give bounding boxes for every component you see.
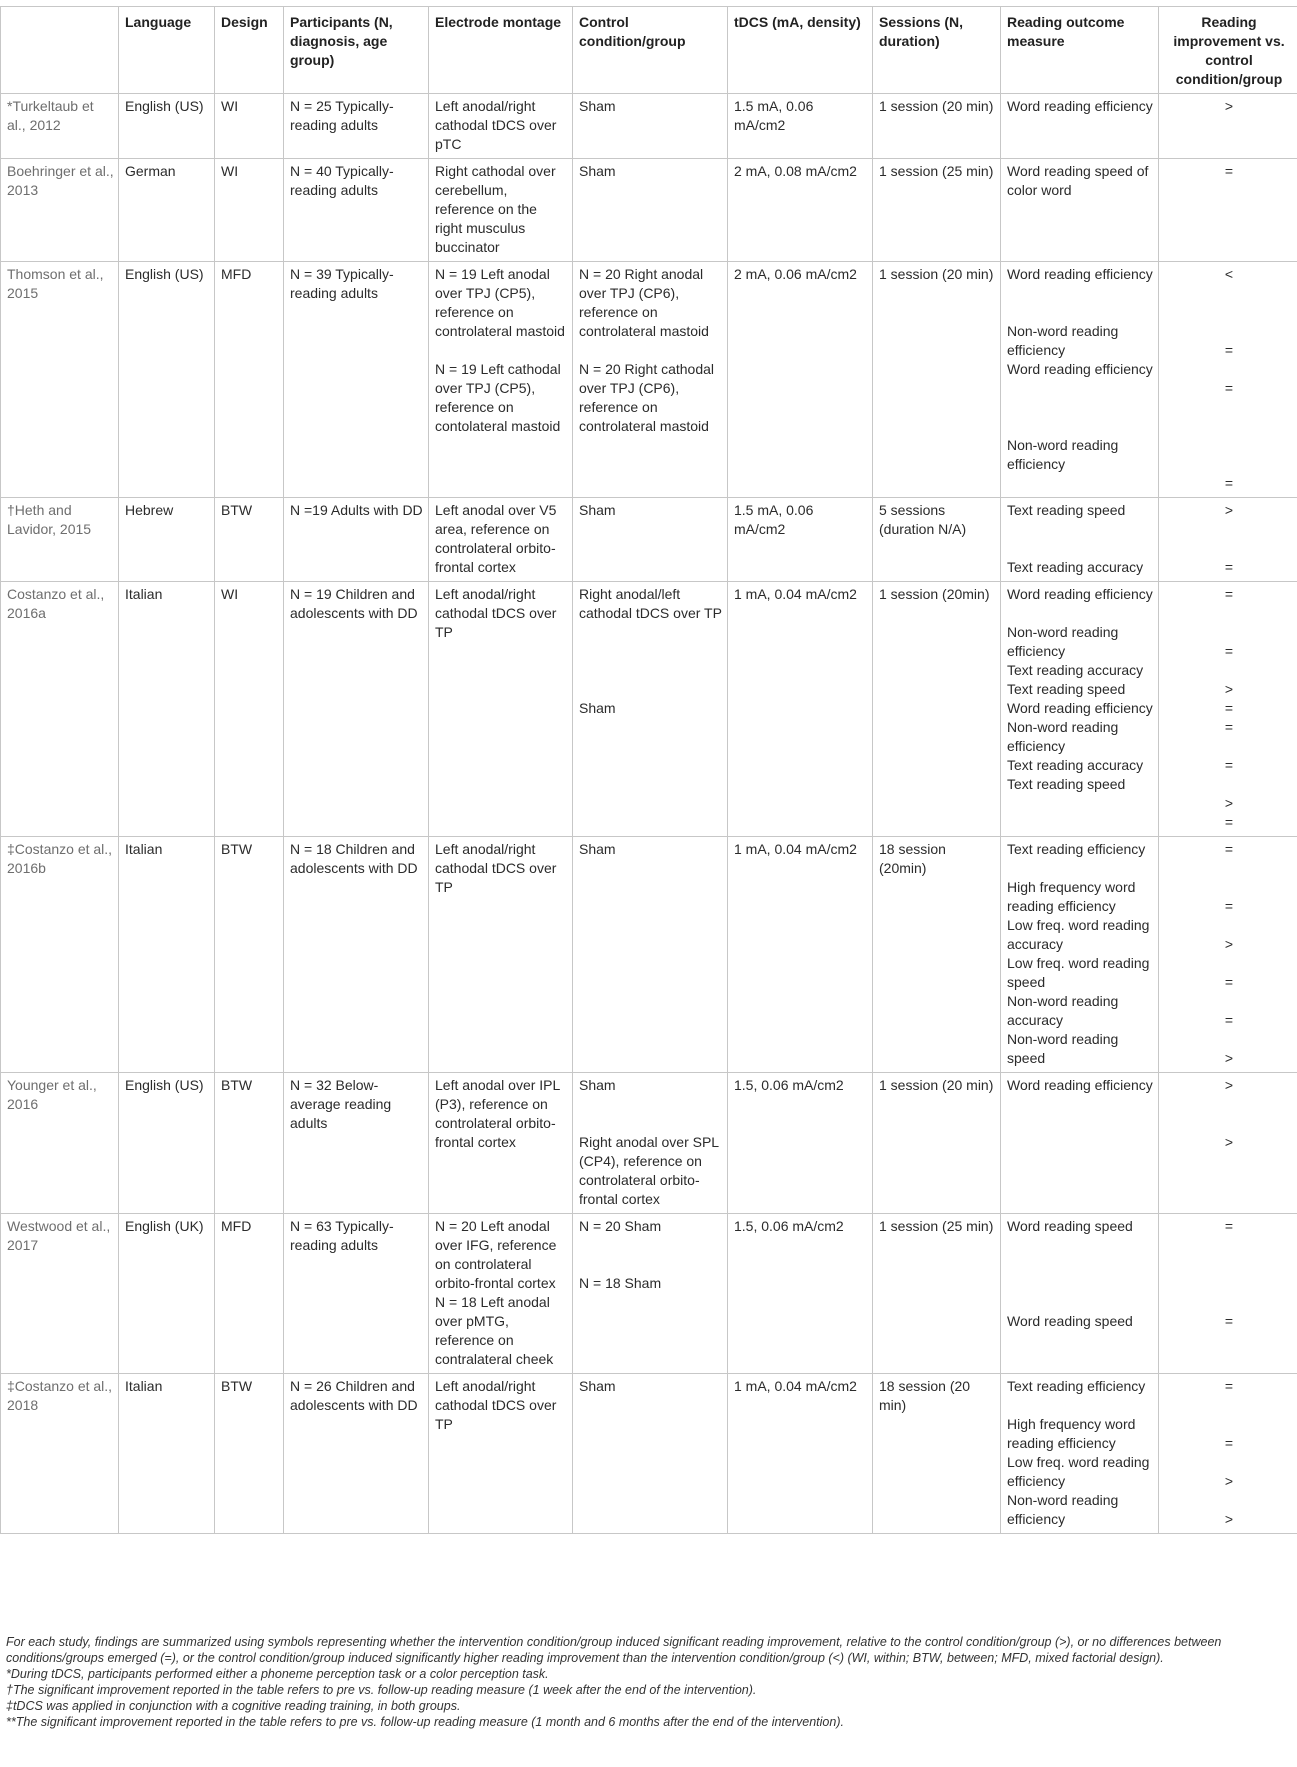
montage-cell: Left anodal/right cathodal tDCS over TP — [429, 582, 573, 837]
study-cell: Westwood et al., 2017 — [1, 1214, 119, 1374]
result-symbol: = — [1224, 1378, 1234, 1394]
sessions-cell: 1 session (20 min) — [873, 94, 1001, 159]
result-symbol: = — [1224, 475, 1234, 491]
result-cell: > — [1159, 94, 1297, 159]
outcome-item: Text reading accuracy — [1007, 757, 1144, 773]
result-symbol: > — [1224, 1077, 1234, 1093]
table-row — [1, 1073, 1297, 1214]
result-symbol: = — [1224, 342, 1234, 358]
result-symbol: > — [1224, 1473, 1234, 1489]
table-row — [1, 837, 1297, 1073]
result-cell — [1159, 1214, 1297, 1374]
outcome-item: Low freq. word reading efficiency — [1007, 1454, 1150, 1489]
control-cell — [573, 1214, 728, 1374]
sessions-cell: 5 sessions (duration N/A) — [873, 498, 1001, 582]
result-symbol: = — [1224, 1435, 1234, 1451]
footnote-legend: For each study, findings are summarized using symbols representing whether the intervention condition/group induced significant reading improvement, relative to the control condition/group (>), or no differences between conditions/groups emerged (=), or the control condition/group induced significantly higher reading improvement than the intervention condition/group (<) (WI, within; BTW, between; MFD, mixed factorial design). — [6, 1635, 1222, 1665]
participants-cell: N = 40 Typically-reading adults — [284, 159, 429, 262]
language-cell: Italian — [119, 1374, 215, 1534]
control-cell: Sham — [573, 159, 728, 262]
result-symbol: > — [1224, 936, 1234, 952]
header-improvement: Reading improvement vs. control condition/group — [1159, 7, 1297, 94]
sessions-cell: 1 session (20 min) — [873, 1073, 1001, 1214]
result-symbol: = — [1224, 559, 1234, 575]
montage-group-2: N = 19 Left cathodal over TPJ (CP5), reference on contolateral mastoid — [435, 361, 561, 434]
outcome-cell — [1001, 1374, 1159, 1534]
outcome-item: High frequency word reading efficiency — [1007, 879, 1136, 914]
result-symbol: = — [1224, 719, 1234, 735]
language-cell: English (UK) — [119, 1214, 215, 1374]
participants-cell: N = 63 Typically-reading adults — [284, 1214, 429, 1374]
language-cell: Italian — [119, 582, 215, 837]
montage-cell: Left anodal over V5 area, reference on controlateral orbito-frontal cortex — [429, 498, 573, 582]
outcome-item: Text reading speed — [1007, 502, 1126, 518]
language-cell: English (US) — [119, 262, 215, 498]
result-symbol: = — [1224, 380, 1234, 396]
table-row — [1, 262, 1297, 498]
participants-cell: N = 26 Children and adolescents with DD — [284, 1374, 429, 1534]
table-row — [1, 159, 1297, 262]
participants-cell: N = 39 Typically-reading adults — [284, 262, 429, 498]
result-cell — [1159, 1374, 1297, 1534]
participants-cell: N = 32 Below-average reading adults — [284, 1073, 429, 1214]
header-language: Language — [119, 7, 215, 94]
control-cell: Sham — [573, 837, 728, 1073]
design-cell: BTW — [215, 837, 284, 1073]
outcome-cell: Word reading efficiency — [1001, 94, 1159, 159]
outcome-item: Text reading speed — [1007, 776, 1126, 792]
outcome-item: High frequency word reading efficiency — [1007, 1416, 1136, 1451]
result-cell — [1159, 262, 1297, 498]
outcome-cell: Word reading speed of color word — [1001, 159, 1159, 262]
tdcs-cell: 1 mA, 0.04 mA/cm2 — [728, 1374, 873, 1534]
result-symbol: = — [1224, 898, 1234, 914]
header-design: Design — [215, 7, 284, 94]
study-cell: Thomson et al., 2015 — [1, 262, 119, 498]
footnote-double-asterisk: **The significant improvement reported in the table refers to pre vs. follow-up reading measure (1 month and 6 months after the end of the intervention). — [6, 1715, 844, 1729]
sessions-cell: 1 session (25 min) — [873, 1214, 1001, 1374]
table-row — [1, 582, 1297, 837]
control-group-1: Right anodal/left cathodal tDCS over TP — [579, 586, 722, 621]
result-cell — [1159, 1073, 1297, 1214]
outcome-item: Non-word reading efficiency — [1007, 437, 1119, 472]
table-footnotes — [6, 1634, 1291, 1730]
outcome-item: Word reading efficiency — [1007, 361, 1153, 377]
design-cell: BTW — [215, 1073, 284, 1214]
result-symbol: = — [1224, 586, 1234, 602]
outcome-item: Non-word reading efficiency — [1007, 1492, 1119, 1527]
study-cell: ‡Costanzo et al., 2016b — [1, 837, 119, 1073]
table-row — [1, 1374, 1297, 1534]
tdcs-cell: 2 mA, 0.06 mA/cm2 — [728, 262, 873, 498]
outcome-cell — [1001, 498, 1159, 582]
result-symbol: > — [1224, 1134, 1234, 1150]
outcome-item: Word reading efficiency — [1007, 586, 1153, 602]
header-study — [1, 7, 119, 94]
language-cell: English (US) — [119, 94, 215, 159]
result-symbol: = — [1224, 1012, 1234, 1028]
outcome-item: Low freq. word reading accuracy — [1007, 917, 1150, 952]
outcome-cell — [1001, 1214, 1159, 1374]
study-cell: *Turkeltaub et al., 2012 — [1, 94, 119, 159]
participants-cell: N = 19 Children and adolescents with DD — [284, 582, 429, 837]
outcome-item: Text reading efficiency — [1007, 1378, 1146, 1394]
outcome-item: Text reading speed — [1007, 681, 1126, 697]
tdcs-cell: 1 mA, 0.04 mA/cm2 — [728, 837, 873, 1073]
result-cell: = — [1159, 159, 1297, 262]
montage-group-2: N = 18 Left anodal over pMTG, reference on contralateral cheek — [435, 1294, 554, 1367]
result-symbol: > — [1224, 681, 1234, 697]
result-symbol: = — [1224, 841, 1234, 857]
design-cell: MFD — [215, 1214, 284, 1374]
language-cell: Italian — [119, 837, 215, 1073]
footnote-dagger: †The significant improvement reported in the table refers to pre vs. follow-up reading measure (1 week after the end of the intervention). — [6, 1683, 757, 1697]
result-symbol: = — [1224, 700, 1234, 716]
sessions-cell: 1 session (20 min) — [873, 262, 1001, 498]
header-outcome: Reading outcome measure — [1001, 7, 1159, 94]
language-cell: Hebrew — [119, 498, 215, 582]
tdcs-cell: 1.5 mA, 0.06 mA/cm2 — [728, 498, 873, 582]
outcome-item: Non-word reading speed — [1007, 1031, 1119, 1066]
control-group-2: N = 20 Right cathodal over TPJ (CP6), reference on controlateral mastoid — [579, 361, 715, 434]
result-symbol: < — [1224, 266, 1234, 282]
study-cell: Younger et al., 2016 — [1, 1073, 119, 1214]
participants-cell: N = 18 Children and adolescents with DD — [284, 837, 429, 1073]
table-row — [1, 498, 1297, 582]
participants-cell: N = 25 Typically-reading adults — [284, 94, 429, 159]
header-montage: Electrode montage — [429, 7, 573, 94]
outcome-item: Non-word reading efficiency — [1007, 624, 1119, 659]
montage-cell: Right cathodal over cerebellum, reference on the right musculus buccinator — [429, 159, 573, 262]
tdcs-cell: 1.5, 0.06 mA/cm2 — [728, 1214, 873, 1374]
outcome-item: Text reading efficiency — [1007, 841, 1146, 857]
design-cell: MFD — [215, 262, 284, 498]
outcome-item: Non-word reading efficiency — [1007, 323, 1119, 358]
outcome-cell — [1001, 1073, 1159, 1214]
study-cell: Boehringer et al., 2013 — [1, 159, 119, 262]
control-group-2: N = 18 Sham — [579, 1275, 662, 1291]
header-tdcs: tDCS (mA, density) — [728, 7, 873, 94]
tdcs-cell: 1.5, 0.06 mA/cm2 — [728, 1073, 873, 1214]
result-symbol: = — [1224, 757, 1234, 773]
result-symbol: = — [1224, 974, 1234, 990]
montage-cell: Left anodal/right cathodal tDCS over TP — [429, 837, 573, 1073]
control-cell — [573, 582, 728, 837]
studies-table — [0, 6, 1297, 1534]
tdcs-cell: 1.5 mA, 0.06 mA/cm2 — [728, 94, 873, 159]
tdcs-cell: 2 mA, 0.08 mA/cm2 — [728, 159, 873, 262]
control-group-1: N = 20 Sham — [579, 1218, 662, 1234]
table-row — [1, 94, 1297, 159]
control-cell: Sham — [573, 94, 728, 159]
montage-cell — [429, 262, 573, 498]
control-group-2: Sham — [579, 700, 616, 716]
header-row — [1, 7, 1297, 94]
header-participants: Participants (N, diagnosis, age group) — [284, 7, 429, 94]
montage-cell — [429, 1214, 573, 1374]
result-cell — [1159, 498, 1297, 582]
header-control: Control condition/group — [573, 7, 728, 94]
design-cell: WI — [215, 159, 284, 262]
result-symbol: > — [1224, 795, 1234, 811]
outcome-item: Low freq. word reading speed — [1007, 955, 1150, 990]
outcome-item: Non-word reading efficiency — [1007, 719, 1119, 754]
study-cell: †Heth and Lavidor, 2015 — [1, 498, 119, 582]
sessions-cell: 18 session (20min) — [873, 837, 1001, 1073]
result-cell — [1159, 837, 1297, 1073]
montage-cell: Left anodal over IPL (P3), reference on controlateral orbito-frontal cortex — [429, 1073, 573, 1214]
montage-group-1: N = 20 Left anodal over IFG, reference on controlateral orbito-frontal cortex — [435, 1218, 557, 1291]
control-group-1: Sham — [579, 1077, 616, 1093]
design-cell: WI — [215, 94, 284, 159]
result-cell — [1159, 582, 1297, 837]
outcome-cell — [1001, 837, 1159, 1073]
design-cell: BTW — [215, 498, 284, 582]
tdcs-cell: 1 mA, 0.04 mA/cm2 — [728, 582, 873, 837]
montage-cell: Left anodal/right cathodal tDCS over pTC — [429, 94, 573, 159]
language-cell: German — [119, 159, 215, 262]
sessions-cell: 1 session (20min) — [873, 582, 1001, 837]
sessions-cell: 18 session (20 min) — [873, 1374, 1001, 1534]
control-group-2: Right anodal over SPL (CP4), reference on controlateral orbito-frontal cortex — [579, 1134, 719, 1207]
control-group-1: N = 20 Right anodal over TPJ (CP6), reference on controlateral mastoid — [579, 266, 709, 339]
outcome-cell — [1001, 582, 1159, 837]
outcome-cell — [1001, 262, 1159, 498]
table-row — [1, 1214, 1297, 1374]
result-symbol: > — [1224, 502, 1234, 518]
control-cell — [573, 1073, 728, 1214]
study-cell: ‡Costanzo et al., 2018 — [1, 1374, 119, 1534]
outcome-item: Text reading accuracy — [1007, 559, 1144, 575]
study-cell: Costanzo et al., 2016a — [1, 582, 119, 837]
sessions-cell: 1 session (25 min) — [873, 159, 1001, 262]
result-symbol: = — [1224, 814, 1234, 830]
outcome-item: Text reading accuracy — [1007, 662, 1144, 678]
outcome-item: Word reading speed — [1007, 1313, 1133, 1329]
control-cell: Sham — [573, 1374, 728, 1534]
outcome-item: Non-word reading accuracy — [1007, 993, 1119, 1028]
footnote-double-dagger: ‡tDCS was applied in conjunction with a cognitive reading training, in both groups. — [6, 1699, 461, 1713]
result-symbol: = — [1224, 643, 1234, 659]
result-symbol: = — [1224, 1313, 1234, 1329]
result-symbol: > — [1224, 1511, 1234, 1527]
design-cell: BTW — [215, 1374, 284, 1534]
result-symbol: = — [1224, 1218, 1234, 1234]
control-cell: Sham — [573, 498, 728, 582]
outcome-item: Word reading efficiency — [1007, 700, 1153, 716]
outcome-item: Word reading speed — [1007, 1218, 1133, 1234]
montage-group-1: N = 19 Left anodal over TPJ (CP5), reference on controlateral mastoid — [435, 266, 565, 339]
montage-cell: Left anodal/right cathodal tDCS over TP — [429, 1374, 573, 1534]
outcome-item: Word reading efficiency — [1007, 1077, 1153, 1093]
language-cell: English (US) — [119, 1073, 215, 1214]
footnote-asterisk: *During tDCS, participants performed either a phoneme perception task or a color perception task. — [6, 1667, 549, 1681]
header-sessions: Sessions (N, duration) — [873, 7, 1001, 94]
control-cell — [573, 262, 728, 498]
outcome-item: Word reading efficiency — [1007, 266, 1153, 282]
result-symbol: > — [1224, 1050, 1234, 1066]
design-cell: WI — [215, 582, 284, 837]
participants-cell: N =19 Adults with DD — [284, 498, 429, 582]
